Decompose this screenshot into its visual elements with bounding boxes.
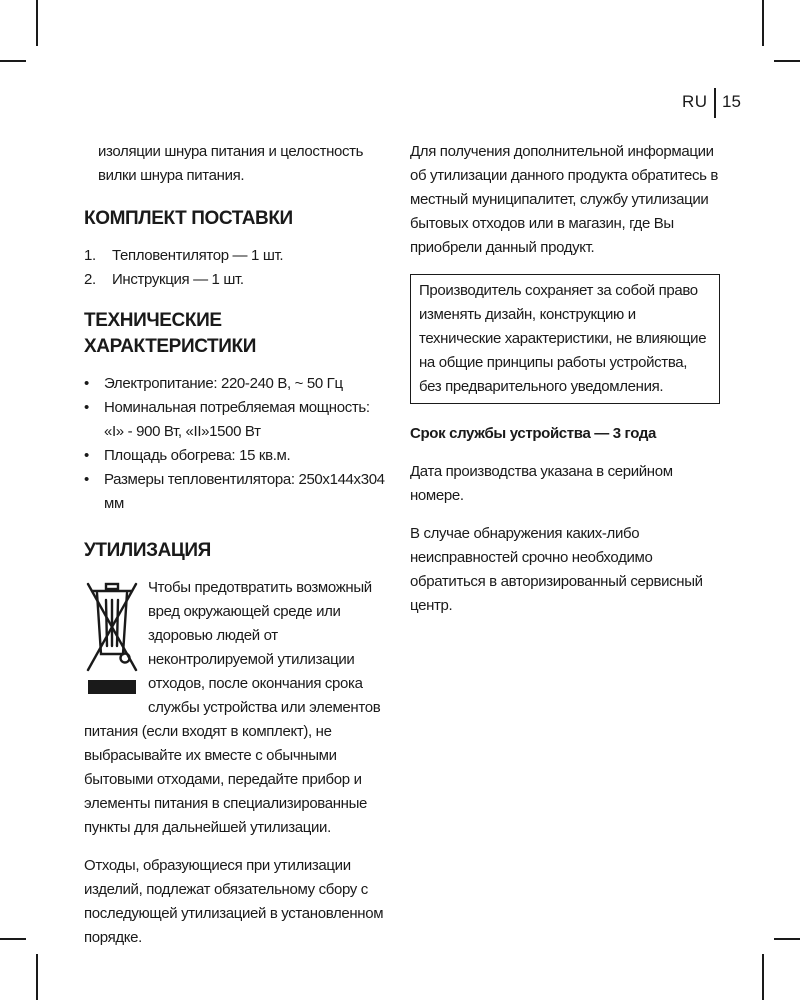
list-item bbox=[84, 372, 390, 396]
delivery-set-list bbox=[84, 244, 390, 292]
delivery-set-heading: КОМПЛЕКТ ПОСТАВКИ bbox=[84, 208, 293, 229]
header-separator bbox=[714, 88, 716, 118]
bullet: • bbox=[84, 399, 89, 416]
bullet: • bbox=[84, 471, 89, 488]
list-number: 2. bbox=[84, 271, 96, 288]
spec-text: Размеры тепловентилятора: 250х144х304 мм bbox=[104, 471, 385, 512]
waste-text: Отходы, образующиеся при утилизации изделий, подлежат обязательному сбору с последующей утилизацией в установленном порядке. bbox=[84, 857, 384, 946]
crop-mark bbox=[36, 0, 38, 46]
crop-mark bbox=[36, 954, 38, 1000]
continuation-text: изоляции шнура питания и целостность вилки шнура питания. bbox=[98, 143, 364, 184]
left-column bbox=[84, 140, 390, 964]
service-text: В случае обнаружения каких-либо неисправностей срочно необходимо обратиться в авторизированный сервисный центр. bbox=[410, 525, 703, 614]
spec-text: Электропитание: 220-240 В, ~ 50 Гц bbox=[104, 375, 343, 392]
notice-text: Производитель сохраняет за собой право изменять дизайн, конструкцию и технические характеристики, не влияющие на общие принципы работы устройства, без предварительного уведомления. bbox=[419, 282, 707, 395]
bullet: • bbox=[84, 375, 89, 392]
bullet: • bbox=[84, 447, 89, 464]
crop-mark bbox=[762, 0, 764, 46]
list-item bbox=[84, 268, 390, 292]
right-column bbox=[410, 140, 720, 632]
manufacturer-notice-box bbox=[410, 274, 720, 404]
list-item-text: Инструкция — 1 шт. bbox=[112, 271, 244, 288]
crop-mark bbox=[762, 954, 764, 1000]
spec-text: Номинальная потребляемая мощность: «I» - 900 Вт, «II»1500 Вт bbox=[104, 399, 370, 440]
crop-mark bbox=[0, 938, 26, 940]
recycling-text: Чтобы предотвратить возможный вред окружающей среде или здоровью людей от неконтролируемой утилизации отходов, после окончания срока службы устройства или элементов питания (если входят в комплект), не выбрасывайте их вместе с обычными бытовыми отходами, передайте прибор и элементы питания в специализированные пункты для дальнейшей утилизации. bbox=[84, 579, 381, 836]
specs-heading: ТЕХНИЧЕСКИЕ ХАРАКТЕРИСТИКИ bbox=[84, 310, 256, 357]
production-date-text: Дата производства указана в серийном номере. bbox=[410, 463, 673, 504]
crop-mark bbox=[0, 60, 26, 62]
list-item bbox=[84, 468, 390, 516]
spec-text: Площадь обогрева: 15 кв.м. bbox=[104, 447, 291, 464]
list-number: 1. bbox=[84, 247, 96, 264]
recycling-section bbox=[84, 576, 390, 840]
page-number: 15 bbox=[722, 92, 741, 111]
recycling-heading: УТИЛИЗАЦИЯ bbox=[84, 540, 211, 561]
specs-list bbox=[84, 372, 390, 516]
list-item bbox=[84, 244, 390, 268]
lifetime-text: Срок службы устройства — 3 года bbox=[410, 425, 657, 442]
page-header bbox=[676, 88, 746, 118]
list-item-text: Тепловентилятор — 1 шт. bbox=[112, 247, 284, 264]
list-item bbox=[84, 396, 390, 444]
crop-mark bbox=[774, 60, 800, 62]
info-text: Для получения дополнительной информации об утилизации данного продукта обратитесь в местный муниципалитет, службу утилизации бытовых отходов или в магазин, где Вы приобрели данный продукт. bbox=[410, 143, 719, 256]
crossed-bin-icon bbox=[84, 580, 140, 700]
language-code: RU bbox=[682, 92, 708, 111]
crop-mark bbox=[774, 938, 800, 940]
list-item bbox=[84, 444, 390, 468]
